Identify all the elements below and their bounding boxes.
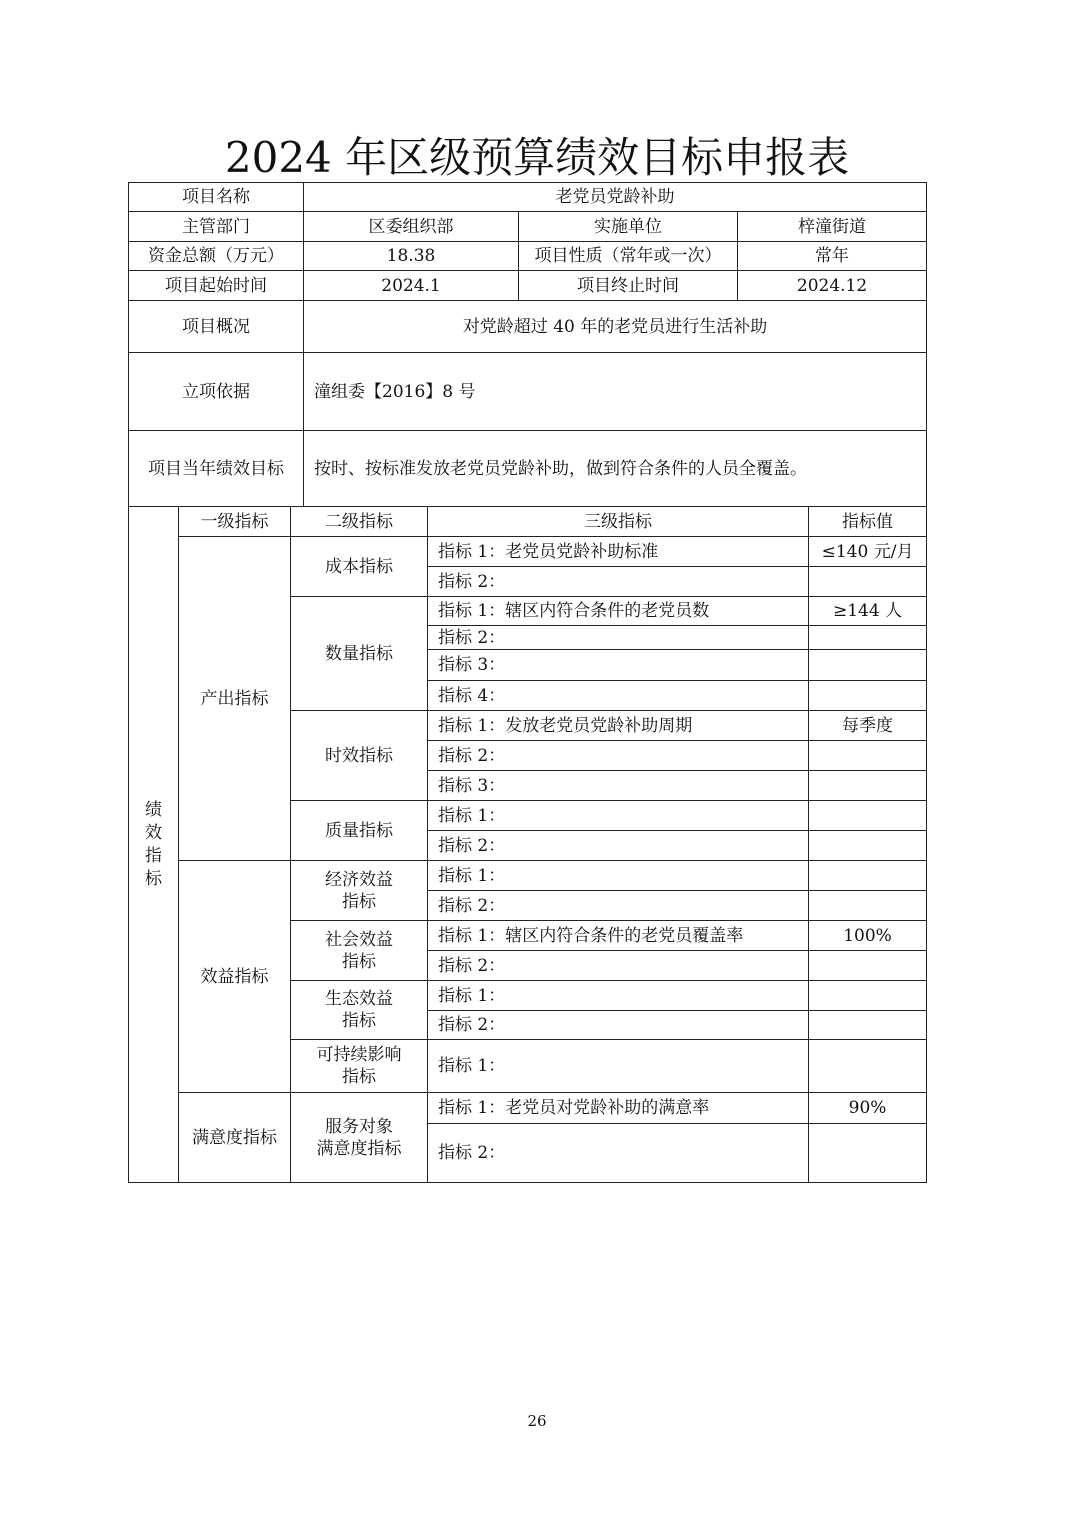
header-level2: 二级指标 [291, 507, 428, 537]
indicator-text: 指标 1：发放老党员党龄补助周期 [428, 711, 809, 741]
goal-value: 按时、按标准发放老党员党龄补助，做到符合条件的人员全覆盖。 [304, 431, 927, 507]
dept-value: 区委组织部 [304, 212, 519, 242]
overview-value: 对党龄超过 40 年的老党员进行生活补助 [304, 301, 927, 353]
row-department [129, 212, 927, 242]
benefit-label: 效益指标 [179, 861, 291, 1093]
header-level1: 一级指标 [179, 507, 291, 537]
indicator-text: 指标 1： [428, 861, 809, 891]
indicator-value [809, 861, 927, 891]
satisfaction-label: 满意度指标 [179, 1093, 291, 1183]
sustain-label [291, 1040, 428, 1093]
indicator-value [809, 981, 927, 1011]
table-row [129, 861, 927, 891]
cost-label: 成本指标 [291, 537, 428, 597]
row-goal [129, 431, 927, 507]
eco-label-line2: 指标 [342, 1011, 376, 1031]
service-label-line2: 满意度指标 [316, 1138, 402, 1159]
metrics-section-text: 绩效指标 [145, 799, 162, 889]
basis-value: 潼组委【2016】8 号 [304, 353, 927, 431]
service-label [291, 1093, 428, 1183]
eco-label [291, 981, 428, 1040]
sustain-label-line1: 可持续影响 [316, 1045, 402, 1065]
economic-label-line1: 经济效益 [325, 869, 393, 890]
indicator-text: 指标 2： [428, 891, 809, 921]
indicator-text: 指标 2： [428, 1124, 809, 1183]
indicator-value: ≥144 人 [809, 597, 927, 626]
service-label-line1: 服务对象 [325, 1116, 393, 1137]
quality-label: 质量指标 [291, 801, 428, 861]
row-time [129, 271, 927, 301]
dept-label: 主管部门 [129, 212, 304, 242]
indicator-text: 指标 1：老党员党龄补助标准 [428, 537, 809, 567]
eco-label-line1: 生态效益 [325, 989, 393, 1009]
project-name-label: 项目名称 [129, 183, 304, 212]
indicator-value [809, 1011, 927, 1040]
indicator-text: 指标 1：辖区内符合条件的老党员覆盖率 [428, 921, 809, 951]
indicator-value [809, 1040, 927, 1093]
indicator-text: 指标 2： [428, 1011, 809, 1040]
quantity-label: 数量指标 [291, 597, 428, 711]
indicator-text: 指标 2： [428, 567, 809, 597]
output-label: 产出指标 [179, 537, 291, 861]
indicator-text: 指标 1： [428, 801, 809, 831]
indicator-value: 90% [809, 1093, 927, 1124]
table-row [129, 537, 927, 567]
timeliness-label: 时效指标 [291, 711, 428, 801]
indicator-value [809, 771, 927, 801]
header-level3: 三级指标 [428, 507, 809, 537]
indicator-value: 100% [809, 921, 927, 951]
indicator-value: ≤140 元/月 [809, 537, 927, 567]
end-label: 项目终止时间 [519, 271, 738, 301]
indicator-text: 指标 2： [428, 951, 809, 981]
indicator-value [809, 626, 927, 650]
row-basis [129, 353, 927, 431]
nature-value: 常年 [738, 242, 927, 271]
nature-label: 项目性质（常年或一次） [519, 242, 738, 271]
end-value: 2024.12 [738, 271, 927, 301]
fund-value: 18.38 [304, 242, 519, 271]
indicator-value [809, 1124, 927, 1183]
social-label-line1: 社会效益 [325, 929, 393, 950]
row-fund [129, 242, 927, 271]
basis-label: 立项依据 [129, 353, 304, 431]
indicator-text: 指标 3： [428, 650, 809, 681]
row-project-name [129, 183, 927, 212]
sustain-label-line2: 指标 [342, 1067, 376, 1087]
indicator-text: 指标 1：老党员对党龄补助的满意率 [428, 1093, 809, 1124]
row-overview [129, 301, 927, 353]
social-label-line2: 指标 [342, 951, 376, 972]
unit-value: 梓潼街道 [738, 212, 927, 242]
project-name-value: 老党员党龄补助 [304, 183, 927, 212]
indicator-text: 指标 2： [428, 741, 809, 771]
start-label: 项目起始时间 [129, 271, 304, 301]
metrics-section-label [129, 507, 179, 1183]
budget-performance-table [128, 182, 927, 1183]
indicator-value: 每季度 [809, 711, 927, 741]
metrics-header-row [129, 507, 927, 537]
table-row [129, 1093, 927, 1124]
indicator-value [809, 801, 927, 831]
indicator-value [809, 951, 927, 981]
indicator-value [809, 891, 927, 921]
start-value: 2024.1 [304, 271, 519, 301]
fund-label: 资金总额（万元） [129, 242, 304, 271]
unit-label: 实施单位 [519, 212, 738, 242]
indicator-value [809, 681, 927, 711]
indicator-text: 指标 4： [428, 681, 809, 711]
indicator-value [809, 650, 927, 681]
indicator-text: 指标 1： [428, 1040, 809, 1093]
economic-label-line2: 指标 [342, 891, 376, 912]
page-title: 2024 年区级预算绩效目标申报表 [224, 133, 850, 182]
indicator-text: 指标 2： [428, 831, 809, 861]
economic-label [291, 861, 428, 921]
indicator-value [809, 831, 927, 861]
indicator-value [809, 741, 927, 771]
indicator-text: 指标 2： [428, 626, 809, 650]
indicator-text: 指标 1：辖区内符合条件的老党员数 [428, 597, 809, 626]
indicator-text: 指标 1： [428, 981, 809, 1011]
page-number: 26 [527, 1412, 547, 1430]
header-value: 指标值 [809, 507, 927, 537]
indicator-value [809, 567, 927, 597]
overview-label: 项目概况 [129, 301, 304, 353]
goal-label: 项目当年绩效目标 [129, 431, 304, 507]
indicator-text: 指标 3： [428, 771, 809, 801]
social-label [291, 921, 428, 981]
